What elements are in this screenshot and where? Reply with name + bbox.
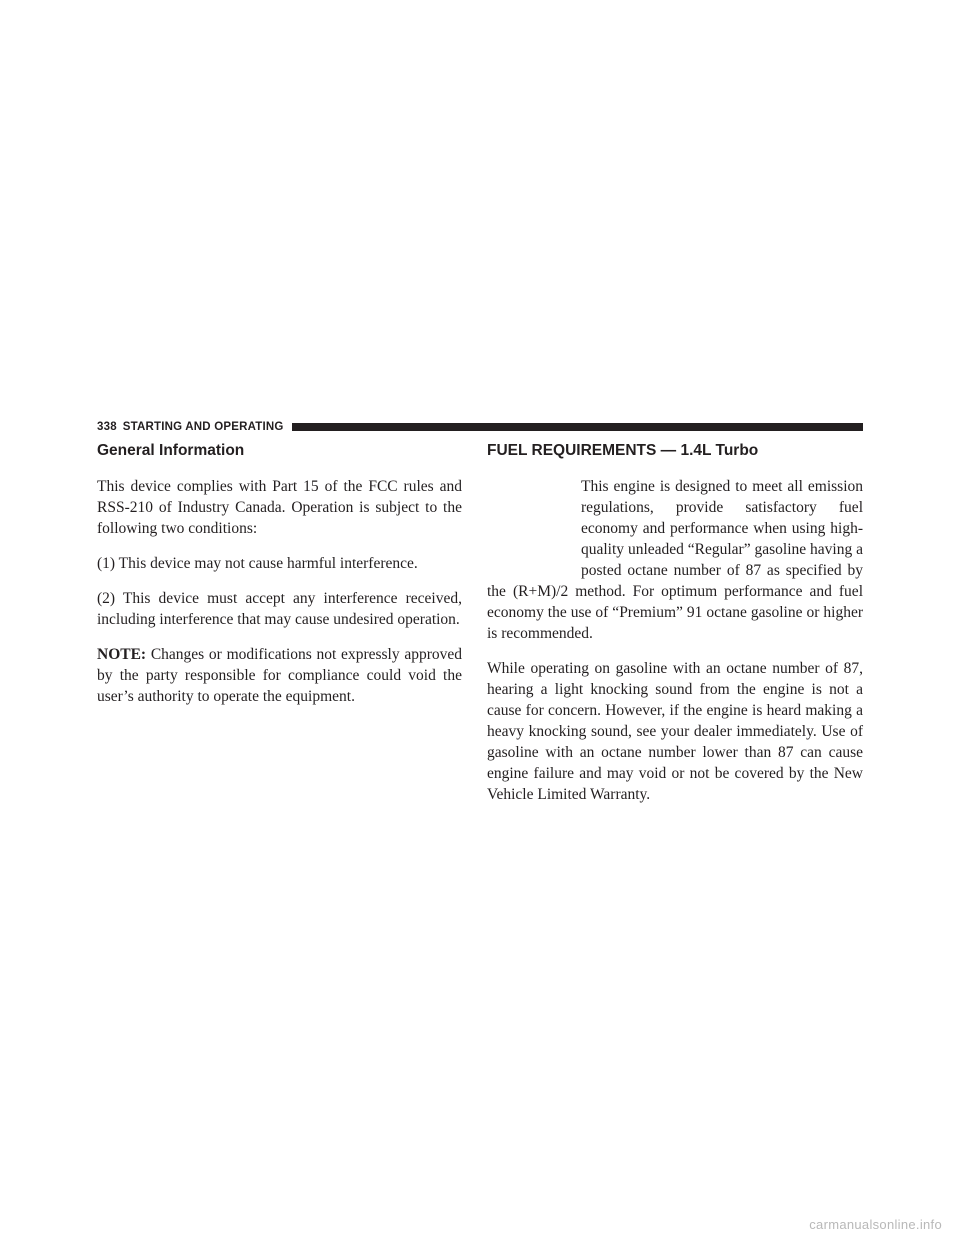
header-rule xyxy=(292,423,863,431)
fuel-icon-area xyxy=(487,476,577,580)
condition-2-paragraph: (2) This device must accept any interference received, including interference that may cause undesired operation. xyxy=(97,590,462,628)
note-label: NOTE: xyxy=(97,646,147,663)
fuel-intro-block xyxy=(487,476,863,644)
note-paragraph xyxy=(97,644,462,707)
page-number: 338 xyxy=(97,421,117,433)
general-information-heading: General Information xyxy=(97,442,245,459)
right-column xyxy=(487,440,863,819)
left-column xyxy=(97,440,462,721)
watermark: carmanualsonline.info xyxy=(809,1217,942,1232)
knocking-paragraph: While operating on gasoline with an octane number of 87, hearing a light knocking sound from the engine is not a cause for concern. However, if the engine is heard making a heavy knocking sound, see your dealer immediately. Use of gasoline with an octane number lower than 87 can cause engine failure and may void or not be covered by the New Vehicle Limited Warranty. xyxy=(487,660,863,803)
fcc-compliance-paragraph: This device complies with Part 15 of the FCC rules and RSS-210 of Industry Canada. Operation is subject to the following two conditions: xyxy=(97,478,462,537)
note-text: Changes or modifications not expressly approved by the party responsible for compliance could void the user’s authority to operate the equipment. xyxy=(97,646,462,705)
fuel-requirements-paragraph: This engine is designed to meet all emission regulations, provide satisfactory fuel economy and performance when using high-quality unleaded “Regular” gasoline having a posted octane number of 87 as specified by the (R+M)/2 method. For optimum performance and fuel economy the use of “Premium” 91 octane gasoline or higher is recommended. xyxy=(487,478,863,642)
page-header xyxy=(97,419,863,435)
condition-1-paragraph: (1) This device may not cause harmful interference. xyxy=(97,555,418,572)
section-title: STARTING AND OPERATING xyxy=(122,421,284,433)
fuel-requirements-heading: FUEL REQUIREMENTS — 1.4L Turbo xyxy=(487,442,759,459)
